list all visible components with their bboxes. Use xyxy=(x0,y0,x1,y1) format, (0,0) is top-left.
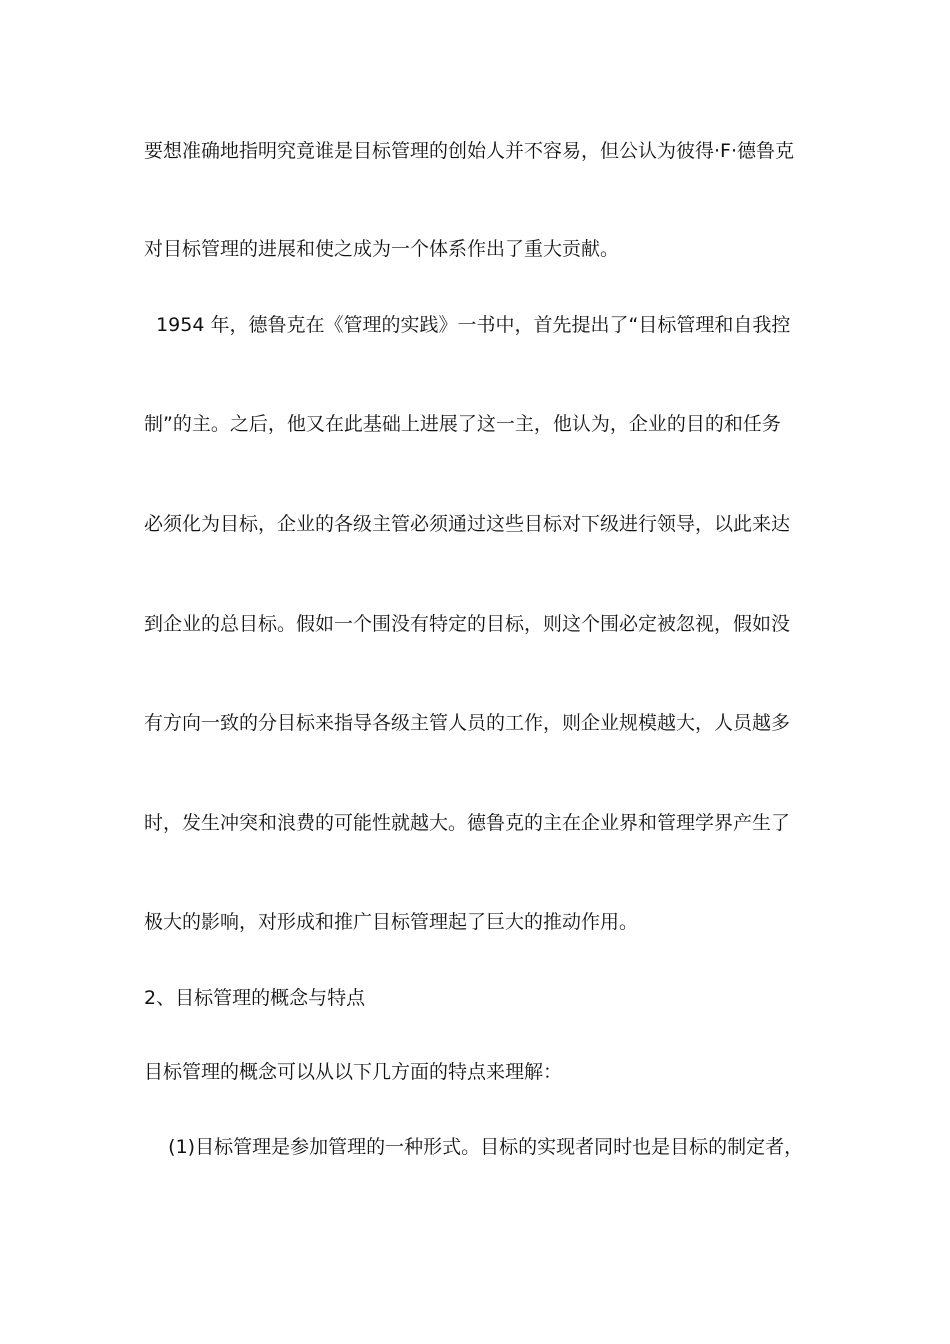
paragraph-line-10: 目标管理的概念可以从以下几方面的特点来理解： xyxy=(144,1061,563,1083)
paragraph-line-5: 必须化为目标，企业的各级主管必须通过这些目标对下级进行领导，以此来达 xyxy=(144,513,791,535)
section-heading: 2、目标管理的概念与特点 xyxy=(144,987,366,1009)
paragraph-line-6: 到企业的总目标。假如一个围没有特定的目标，则这个围必定被忽视，假如没 xyxy=(144,613,791,635)
paragraph-line-11: (1)目标管理是参加管理的一种形式。目标的实现者同时也是目标的制定者， xyxy=(144,1136,804,1158)
paragraph-line-2: 对目标管理的进展和使之成为一个体系作出了重大贡献。 xyxy=(144,238,620,260)
paragraph-line-4: 制”的主。之后，他又在此基础上进展了这一主，他认为，企业的目的和任务 xyxy=(144,413,781,435)
paragraph-line-8: 时，发生冲突和浪费的可能性就越大。德鲁克的主在企业界和管理学界产生了 xyxy=(144,812,791,834)
paragraph-line-7: 有方向一致的分目标来指导各级主管人员的工作，则企业规模越大，人员越多 xyxy=(144,712,791,734)
paragraph-line-1: 要想准确地指明究竟谁是目标管理的创始人并不容易，但公认为彼得·F·德鲁克 xyxy=(144,140,795,162)
paragraph-line-3: 1954 年，德鲁克在《管理的实践》一书中，首先提出了“目标管理和自我控 xyxy=(144,314,791,336)
paragraph-line-9: 极大的影响，对形成和推广目标管理起了巨大的推动作用。 xyxy=(144,911,639,933)
